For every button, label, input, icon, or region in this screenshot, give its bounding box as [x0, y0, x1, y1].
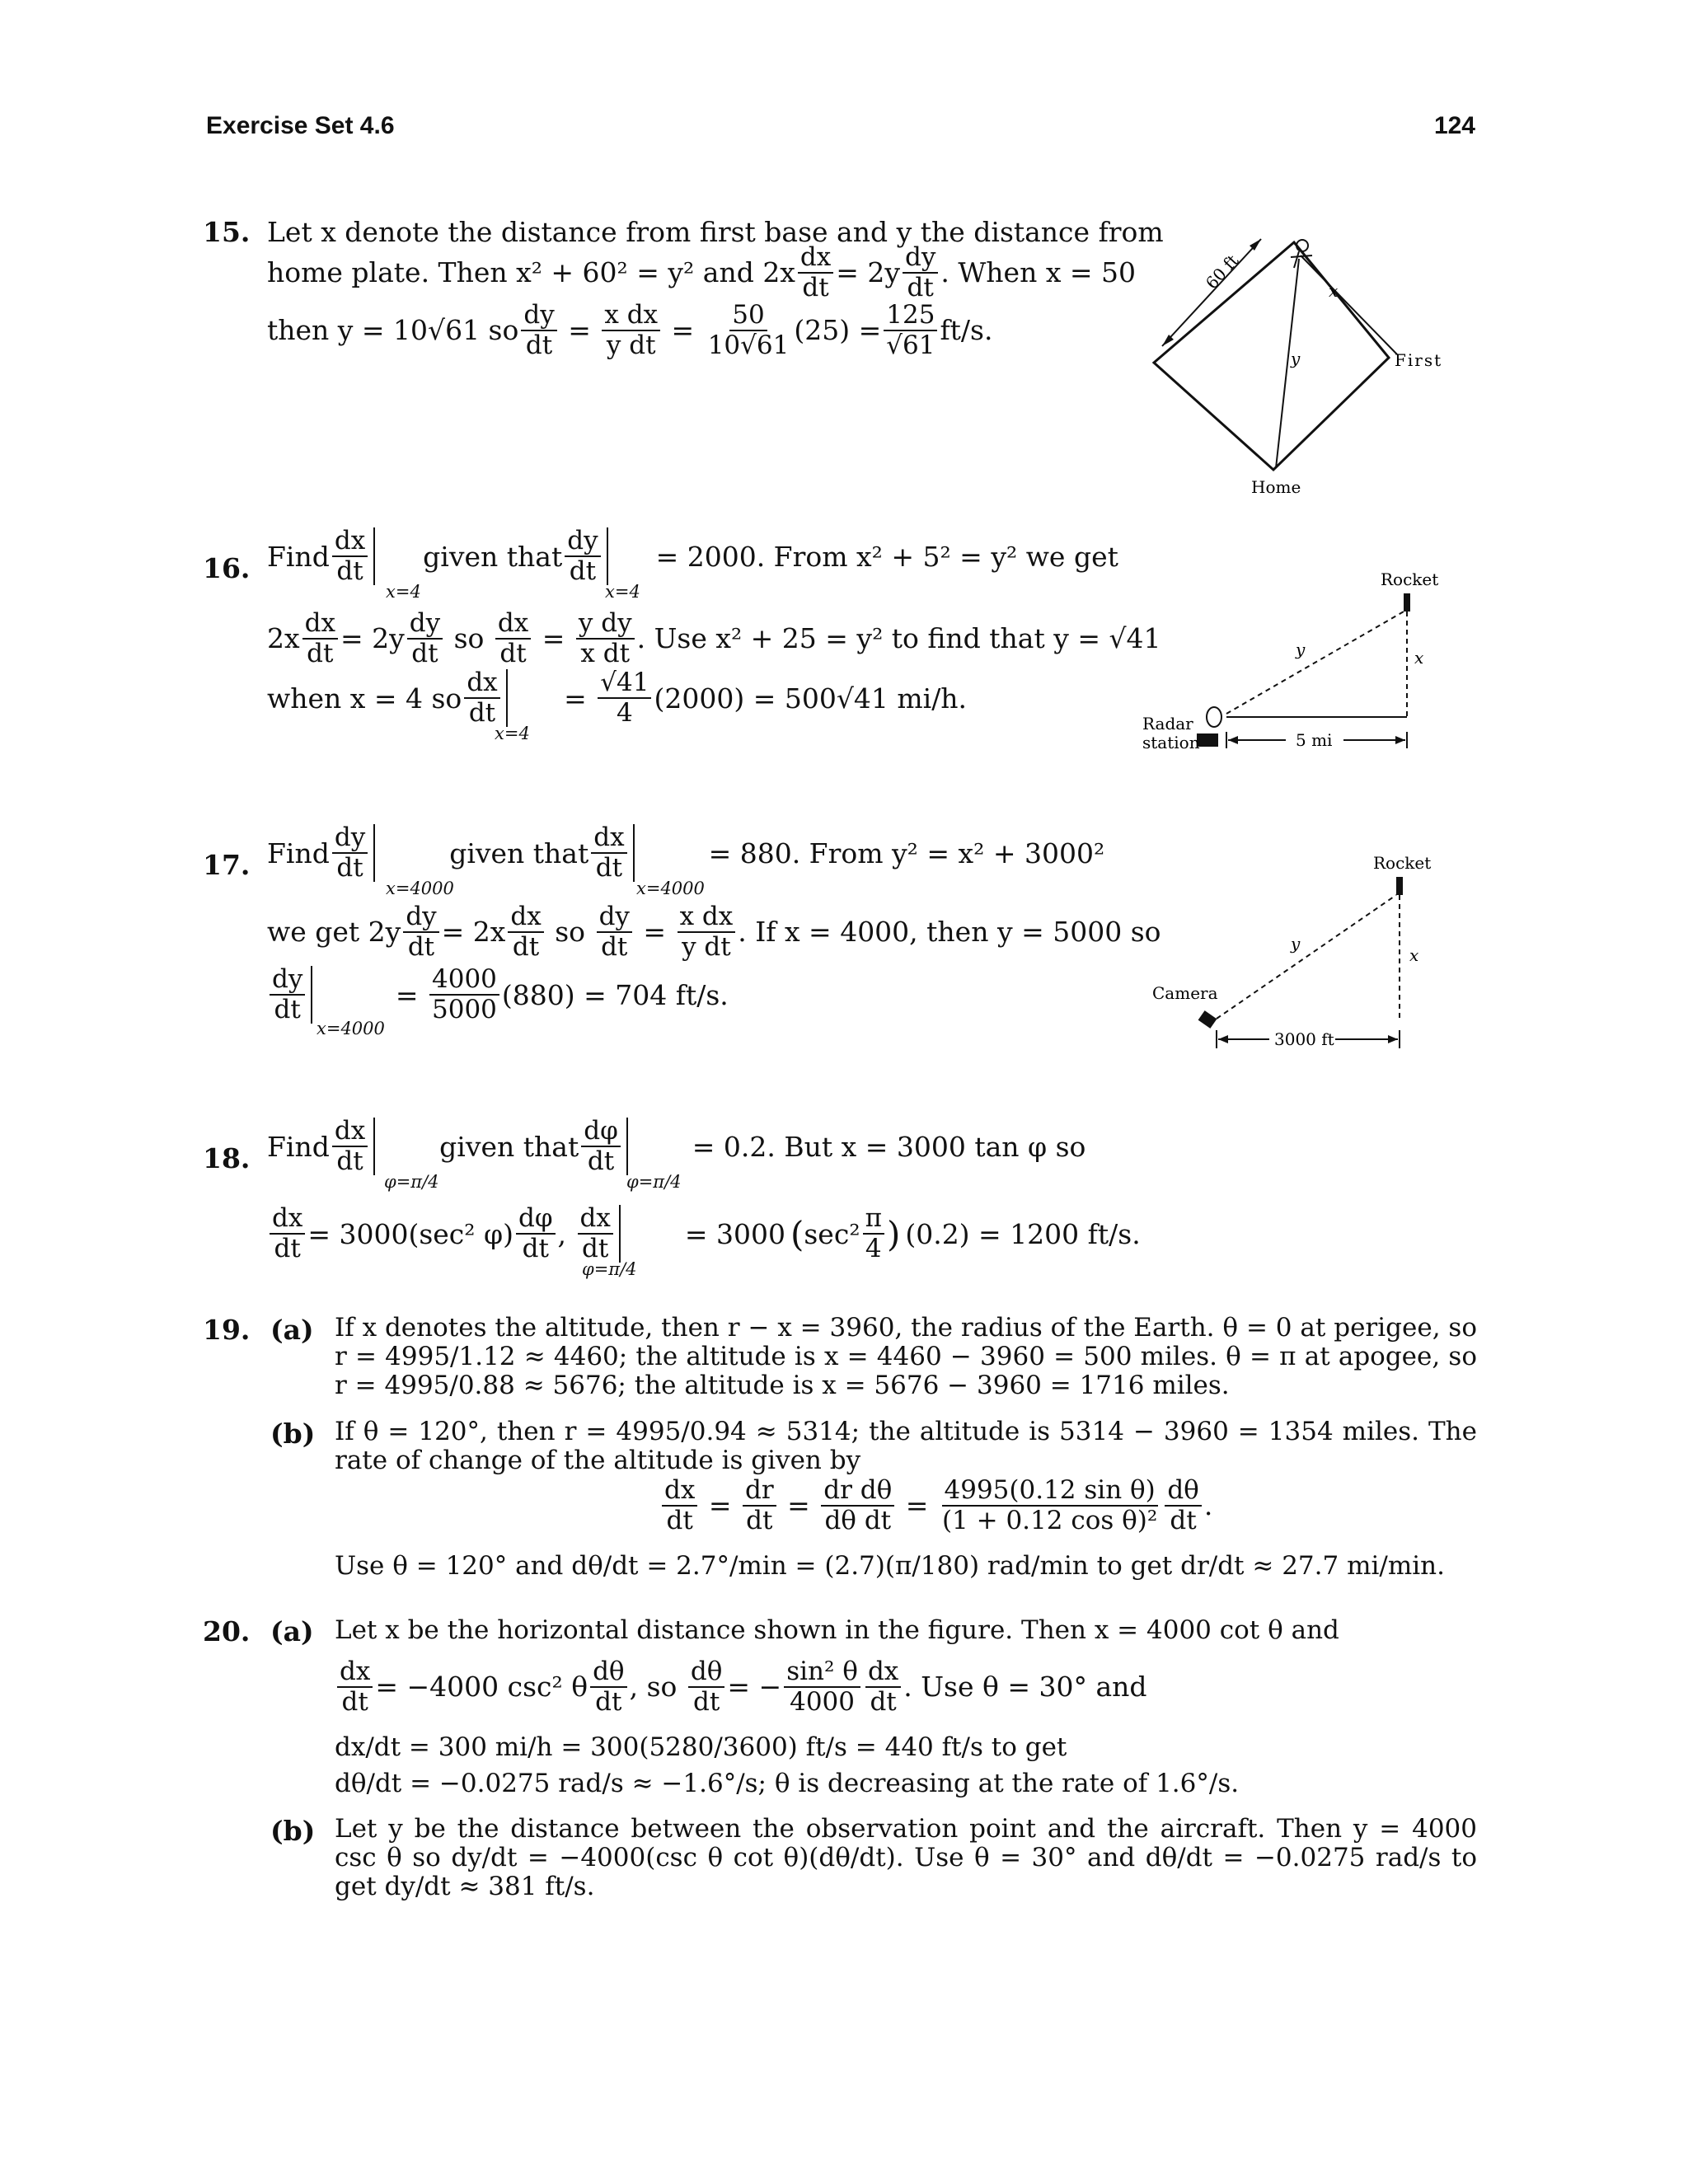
eval-subscript: x=4000 — [636, 879, 705, 898]
frac-dy-dt-2: $\frac{dy}{dt}$ — [521, 302, 556, 359]
eval-subscript: φ=π/4 — [626, 1172, 682, 1192]
page-number: 124 — [1433, 112, 1475, 139]
p15-line2a: home plate. Then x² + 60² = y² and 2x — [267, 256, 795, 289]
p16-line1: Find $\frac{dx}{dt}$ given that $\frac{dy}{dt}$ = 2000. From x² + 5² = y² we get — [267, 526, 1118, 586]
home-plate-label: Home — [1251, 477, 1301, 497]
p15-line3b: ft/s. — [940, 314, 993, 347]
side-label: 60 ft — [1201, 251, 1243, 293]
camera-label: Camera — [1152, 983, 1218, 1003]
rocket-icon — [1396, 877, 1403, 895]
radar-dish-icon — [1207, 707, 1221, 727]
eval-subscript: φ=π/4 — [384, 1172, 439, 1192]
eval-subscript: x=4 — [605, 582, 640, 602]
p16-line3: when x = 4 so $\frac{dx}{dt}$ = $\frac{√41}{4}$ (2000) = 500√41 mi/h. — [267, 668, 968, 728]
problem-number-18: 18. — [203, 1142, 251, 1174]
p15-line2c: . When x = 50 — [940, 256, 1137, 289]
p17-line2: we get 2y $\frac{dy}{dt}$ = 2x $\frac{dx}{dt}$ so $\frac{dy}{dt}$ = $\frac{\text{x dx}}{\text{y dt}}$ . If x = 4000, then y = 5000 so — [267, 902, 1161, 962]
p19-part-b-text: If θ = 120°, then r = 4995/0.94 ≈ 5314; the altitude is 5314 − 3960 = 1354 miles. The rate of change of the altitude is given by — [335, 1417, 1477, 1475]
p19-part-a-text: If x denotes the altitude, then r − x = 3960, the radius of the Earth. θ = 0 at perigee, so r = 4995/1.12 ≈ 4460; the altitude is x = 4460 − 3960 = 500 miles. θ = π at apogee, so r = 4995/0.88 ≈ 5676; the altitude is x = 5676 − 3960 = 1716 miles. — [335, 1313, 1477, 1400]
p15-times25: (25) = — [794, 314, 882, 347]
y-label: y — [1291, 934, 1301, 954]
eval-subscript: φ=π/4 — [582, 1259, 637, 1279]
p20-part-b-text: Let y be the distance between the observation point and the aircraft. Then y = 4000 csc θ so dy/dt = −4000(csc θ cot θ)(dθ/dt). Use θ = 30° and dθ/dt = −0.0275 rad/s to get dy/dt ≈ 381 ft/s. — [335, 1814, 1477, 1901]
p16-line2: 2x $\frac{dx}{dt}$ = 2y $\frac{dy}{dt}$ so $\frac{dx}{dt}$ = $\frac{\text{y dy}}{\text{x dt}}$ . Use x² + 25 = y² to find that y = √41 — [267, 608, 1161, 668]
part-b-label: (b) — [270, 1418, 316, 1450]
diamond-outline — [1154, 242, 1389, 470]
eval-subscript: x=4000 — [386, 879, 454, 898]
part-b-label: (b) — [270, 1815, 316, 1847]
problem-number-19: 19. — [203, 1314, 251, 1346]
problem-number-16: 16. — [203, 552, 251, 584]
p19-derivative-equation: $\frac{dx}{dt}$ = $\frac{dr}{dt}$ = $\frac{\text{dr dθ}}{\text{dθ dt}}$ = $\frac{\text{4995(0.12 sin θ)}}{\text{(1 + 0.12 cos θ)²}}$ $\frac{d\theta}{dt}$ . — [659, 1477, 1212, 1534]
problem-number-15: 15. — [203, 216, 251, 248]
eval-subscript: x=4000 — [316, 1019, 385, 1038]
camera-icon — [1198, 1010, 1217, 1029]
p15-line3a: then y = 10√61 so — [267, 314, 519, 347]
distance-y-line — [1217, 895, 1396, 1019]
p15-line2b: = 2y — [836, 256, 901, 289]
frac-125: $\frac{125}{√61}$ — [884, 302, 937, 359]
p19-use-line: Use θ = 120° and dθ/dt = 2.7°/min = (2.7)(π/180) rad/min to get dr/dt ≈ 27.7 mi/min. — [335, 1551, 1445, 1581]
p20-a-equation: $\frac{dx}{dt}$ = −4000 csc² θ $\frac{d\theta}{dt}$ , so $\frac{d\theta}{dt}$ = − $\frac{\text{sin² θ}}{4000}$ $\frac{dx}{dt}$ . Use θ = 30° and — [335, 1658, 1147, 1715]
p15-line2 — [267, 244, 1136, 301]
frac-x-y: $\frac{\text{x dx}}{\text{y dt}}$ — [602, 302, 660, 359]
radar-label-line1: Radar — [1142, 714, 1193, 733]
problem-number-17: 17. — [203, 849, 251, 881]
rocket-label: Rocket — [1373, 853, 1432, 873]
p17-line3: $\frac{dy}{dt}$ = $\frac{4000}{5000}$ (880) = 704 ft/s. — [267, 966, 729, 1024]
first-base-label: First — [1395, 350, 1443, 370]
eval-subscript: x=4 — [495, 724, 530, 743]
rocket-icon — [1404, 593, 1410, 612]
frac-dx-dt: $\frac{dx}{dt}$ — [798, 244, 833, 301]
part-a-label: (a) — [270, 1314, 314, 1346]
radar-station-icon — [1197, 733, 1218, 747]
eval-subscript: x=4 — [386, 582, 421, 602]
eval-bar — [605, 527, 608, 585]
distance-x-line — [1301, 255, 1397, 354]
p17-line1: Find $\frac{dy}{dt}$ given that $\frac{dx}{dt}$ = 880. From y² = x² + 3000² — [267, 823, 1105, 883]
frac-dy-dt: $\frac{dy}{dt}$ — [903, 244, 938, 301]
frac-dx-dt: $\frac{dx}{dt}$ — [332, 527, 368, 584]
x-label: x — [1414, 648, 1424, 668]
p20-a-line4: dθ/dt = −0.0275 rad/s ≈ −1.6°/s; θ is decreasing at the rate of 1.6°/s. — [335, 1769, 1240, 1798]
p15-line1: Let x denote the distance from first base and y the distance from — [267, 216, 1164, 248]
p18-line1: Find $\frac{dx}{dt}$ given that $\frac{d\varphi}{dt}$ = 0.2. But x = 3000 tan φ so — [267, 1116, 1086, 1176]
distance-label: 3000 ft — [1274, 1029, 1334, 1049]
x-label: x — [1329, 281, 1339, 301]
baseball-diamond-figure — [1137, 231, 1467, 503]
frac-dy-dt: $\frac{dy}{dt}$ — [565, 527, 600, 584]
x-label: x — [1409, 945, 1419, 965]
radar-rocket-figure — [1129, 560, 1459, 766]
rocket-label: Rocket — [1381, 569, 1439, 589]
p20-a-line3: dx/dt = 300 mi/h = 300(5280/3600) ft/s = 440 ft/s to get — [335, 1732, 1067, 1762]
radar-label-line2: station — [1142, 733, 1200, 752]
eval-bar — [372, 527, 375, 585]
frac-50: $\frac{50}{10√61}$ — [707, 300, 790, 360]
distance-y-line — [1226, 612, 1404, 714]
p15-line3: then y = 10√61 so $\frac{dy}{dt}$ = $\frac{\text{x dx}}{\text{y dt}}$ = $\frac{50}{10√61}$ (25) = $\frac{125}{√61}$ ft/s. — [267, 300, 993, 360]
camera-rocket-figure — [1137, 849, 1451, 1055]
y-label: y — [1296, 640, 1306, 659]
side-arrow-line — [1162, 239, 1261, 346]
header-title: Exercise Set 4.6 — [206, 112, 395, 139]
y-label: y — [1291, 349, 1301, 368]
distance-label: 5 mi — [1296, 730, 1333, 750]
p20-a-line1: Let x be the horizontal distance shown in the figure. Then x = 4000 cot θ and — [335, 1615, 1339, 1645]
part-a-label: (a) — [270, 1615, 314, 1647]
p18-line2: $\frac{dx}{dt}$ = 3000(sec² φ) $\frac{d\varphi}{dt}$ , $\frac{dx}{dt}$ = 3000 ( sec² $\frac{\pi}{4}$ ) (0.2) = 1200 ft/s. — [267, 1205, 1141, 1263]
problem-number-20: 20. — [203, 1615, 251, 1647]
